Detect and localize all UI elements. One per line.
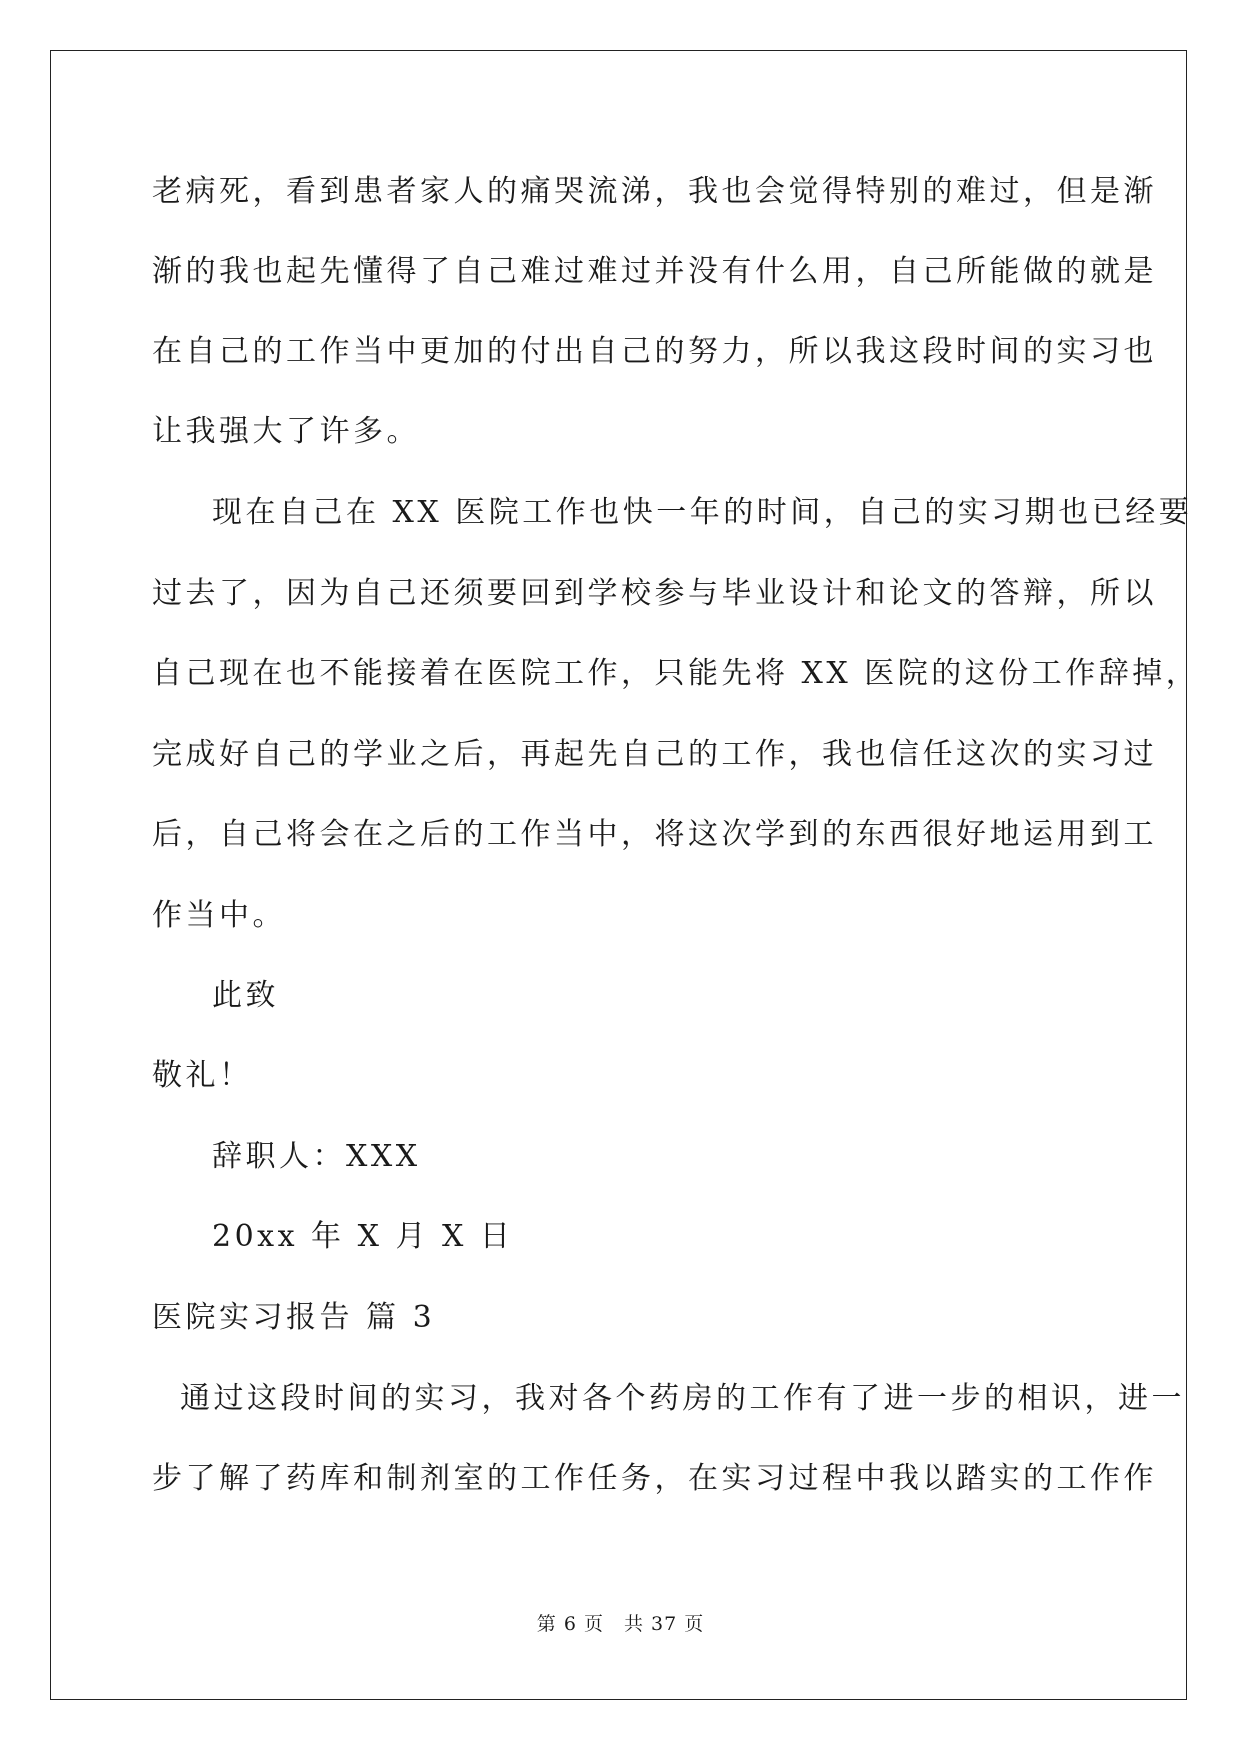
body-line: 老病死，看到患者家人的痛哭流涕，我也会觉得特别的难过，但是渐 [152, 174, 1157, 209]
section-heading: 医院实习报告 篇 3 [152, 1300, 436, 1335]
page-number-footer: 第 6 页 共 37 页 [536, 1613, 705, 1635]
body-line: 通过这段时间的实习，我对各个药房的工作有了进一步的相识，进一 [180, 1381, 1185, 1416]
body-line: 现在自己在 XX 医院工作也快一年的时间，自己的实习期也已经要 [212, 495, 1193, 530]
body-line: 让我强大了许多。 [152, 414, 420, 449]
regards: 敬礼！ [152, 1058, 253, 1093]
body-line: 步了解了药库和制剂室的工作任务，在实习过程中我以踏实的工作作 [152, 1461, 1157, 1496]
body-line: 完成好自己的学业之后，再起先自己的工作，我也信任这次的实习过 [152, 737, 1157, 772]
body-line: 渐的我也起先懂得了自己难过难过并没有什么用，自己所能做的就是 [152, 254, 1157, 289]
body-line: 作当中。 [152, 898, 286, 933]
page-border [50, 50, 1200, 1700]
date: 20xx 年 X 月 X 日 [212, 1219, 514, 1254]
body-line: 在自己的工作当中更加的付出自己的努力，所以我这段时间的实习也 [152, 334, 1157, 369]
salutation: 此致 [212, 978, 279, 1013]
body-line: 过去了，因为自己还须要回到学校参与毕业设计和论文的答辩，所以 [152, 576, 1157, 611]
body-line: 后，自己将会在之后的工作当中，将这次学到的东西很好地运用到工 [152, 817, 1157, 852]
signer: 辞职人：XXX [212, 1139, 421, 1174]
body-line: 自己现在也不能接着在医院工作，只能先将 XX 医院的这份工作辞掉， [152, 656, 1200, 691]
